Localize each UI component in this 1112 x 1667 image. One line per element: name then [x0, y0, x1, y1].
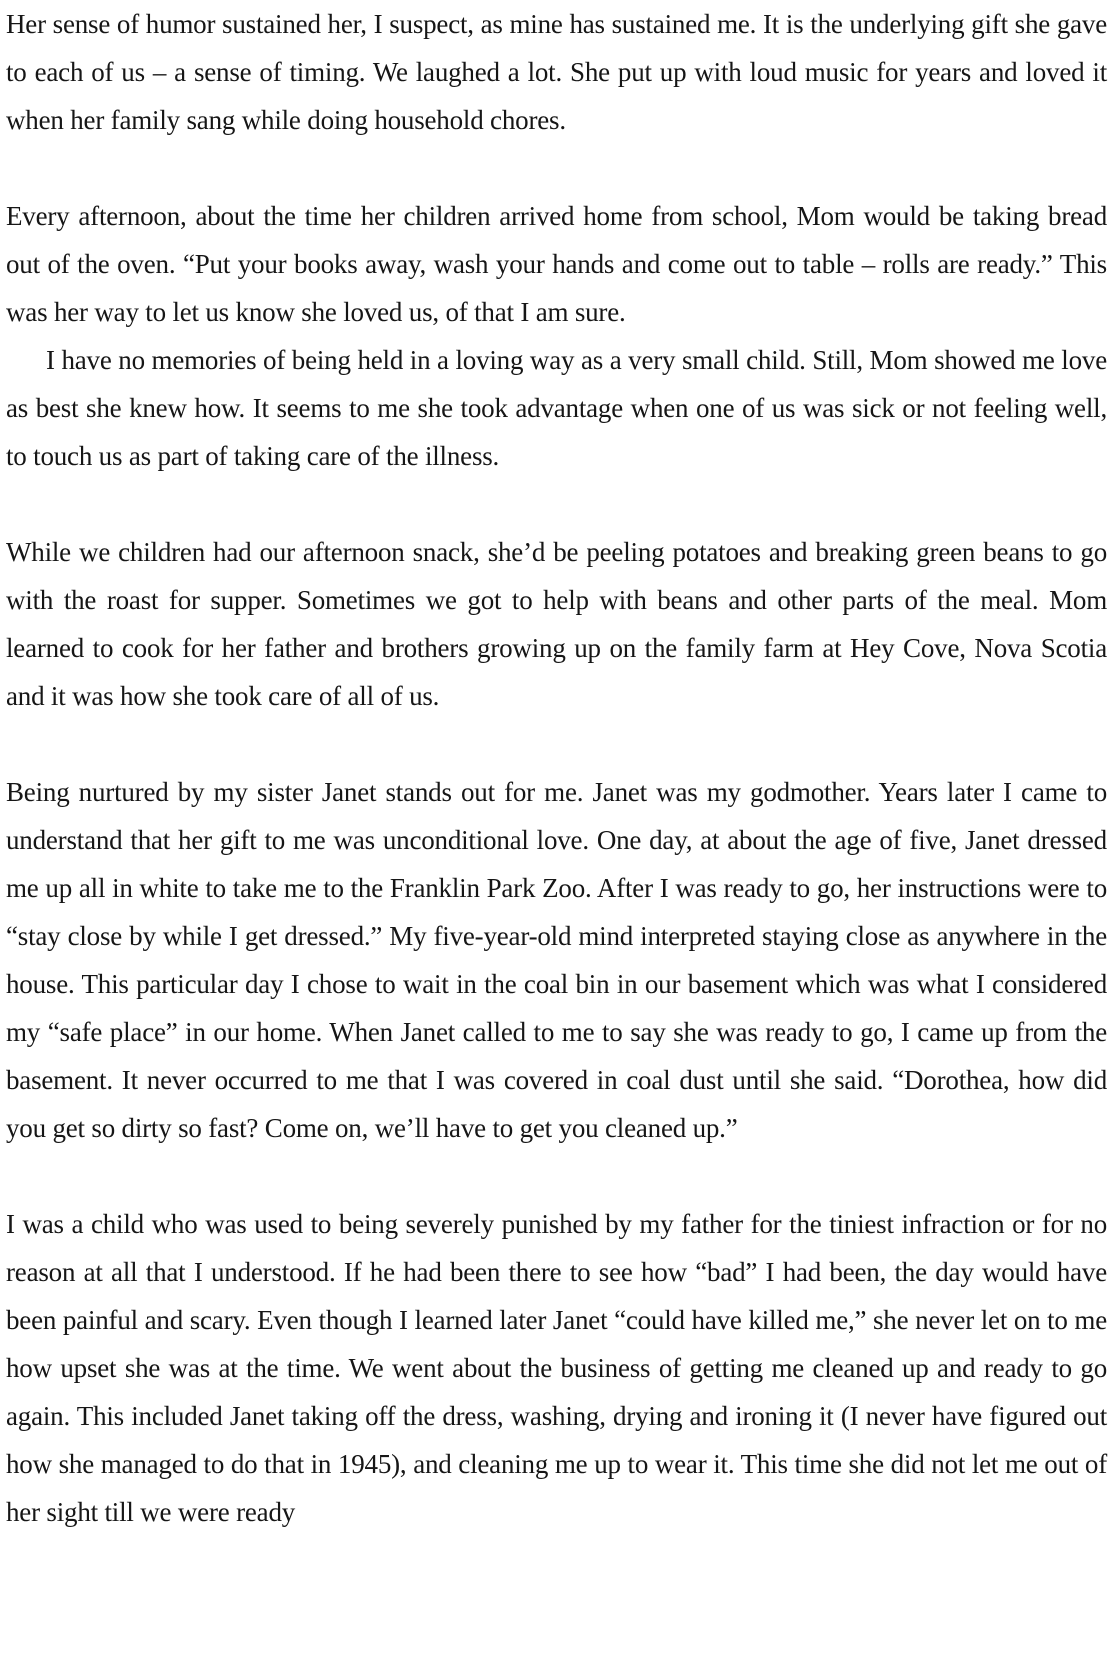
- paragraph-no-memories: I have no memories of being held in a loving way as a very small child. Still, Mom showed me love as best she knew how. It seems to me she took advantage when one of us was sick or not feeling well, to touch us as part of taking care of the illness.: [6, 345, 1107, 471]
- paragraph-afternoon-bread: Every afternoon, about the time her children arrived home from school, Mom would be taking bread out of the oven. “Put your books away, wash your hands and come out to table – rolls are ready.” This was her way to let us know she loved us, of that I am sure.: [6, 201, 1107, 327]
- paragraph-janet-zoo: Being nurtured by my sister Janet stands out for me. Janet was my godmother. Years later I came to understand that her gift to me was unconditional love. One day, at about the age of five, Janet dressed me up all in white to take me to the Franklin Park Zoo. After I was ready to go, her instructions were to “stay close by while I get dressed.” My five-year-old mind interpreted staying close as anywhere in the house. This particular day I chose to wait in the coal bin in our basement which was what I considered my “safe place” in our home. When Janet called to me to say she was ready to go, I came up from the basement. It never occurred to me that I was covered in coal dust until she said. “Dorothea, how did you get so dirty so fast? Come on, we’ll have to get you cleaned up.”: [6, 777, 1107, 1143]
- paragraph-punished-child: I was a child who was used to being severely punished by my father for the tiniest infraction or for no reason at all that I understood. If he had been there to see how “bad” I had been, the day would have been painful and scary. Even though I learned later Janet “could have killed me,” she never let on to me how upset she was at the time. We went about the business of getting me cleaned up and ready to go again. This included Janet taking off the dress, washing, drying and ironing it (I never have figured out how she managed to do that in 1945), and cleaning me up to wear it. This time she did not let me out of her sight till we were ready: [6, 1209, 1107, 1527]
- paragraph-afternoon-snack: While we children had our afternoon snack, she’d be peeling potatoes and breaking green beans to go with the roast for supper. Sometimes we got to help with beans and other parts of the meal. Mom learned to cook for her father and brothers growing up on the family farm at Hey Cove, Nova Scotia and it was how she took care of all of us.: [6, 537, 1107, 711]
- paragraph-humor: Her sense of humor sustained her, I suspect, as mine has sustained me. It is the underlying gift she gave to each of us – a sense of timing. We laughed a lot. She put up with loud music for years and loved it when her family sang while doing household chores.: [6, 9, 1107, 135]
